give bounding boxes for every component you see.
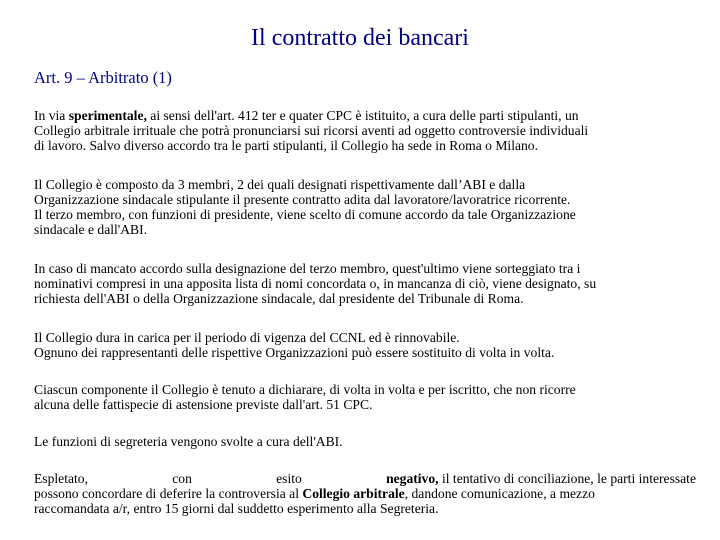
paragraph-line: sindacale e dall'ABI. (34, 222, 148, 237)
paragraph-line: nominativi compresi in una apposita lista di nomi concordata o, in mancanza di ciò, viene designato, su (34, 276, 597, 291)
paragraph-line: Le funzioni di segreteria vengono svolte a cura dell'ABI. (34, 434, 343, 449)
text-run: , dandone comunicazione, a mezzo (404, 486, 595, 501)
paragraph-line: In caso di mancato accordo sulla designazione del terzo membro, quest'ultimo viene sorteggiato tra i (34, 261, 581, 276)
paragraph-line: Organizzazione sindacale stipulante il presente contratto adita dal lavoratore/lavoratrice ricorrente. (34, 192, 571, 207)
paragraph-line: alcuna delle fattispecie di astensione previste dall'art. 51 CPC. (34, 397, 373, 412)
paragraph-line: Il Collegio dura in carica per il periodo di vigenza del CCNL ed è rinnovabile. (34, 330, 460, 345)
paragraph-line: Il Collegio è composto da 3 membri, 2 dei quali designati rispettivamente dall’ABI e dalla (34, 177, 526, 192)
paragraph-composition (34, 177, 696, 237)
paragraph-designation (34, 261, 696, 306)
text-run: ai sensi dell'art. 412 ter e quater CPC è istituito, a cura delle parti stipulanti, un (146, 108, 579, 123)
text-run: con (172, 471, 192, 486)
paragraph-line: Ciascun componente il Collegio è tenuto a dichiarare, di volta in volta e per iscritto, che non ricorre (34, 382, 576, 397)
spread-words (34, 471, 439, 486)
paragraph-line (34, 108, 696, 123)
paragraph-line: di lavoro. Salvo diverso accordo tra le parti stipulanti, il Collegio ha sede in Roma o Milano. (34, 138, 538, 153)
paragraph-declaration (34, 382, 696, 412)
document-body (34, 108, 696, 516)
bold-text: sperimentale, (68, 108, 147, 123)
text-run: esito (276, 471, 302, 486)
paragraph-line: Collegio arbitrale irrituale che potrà pronunciarsi sui ricorsi aventi ad oggetto controversie individuali (34, 123, 589, 138)
paragraph-duration (34, 330, 696, 360)
paragraph-procedure (34, 471, 696, 516)
text-run: In via (34, 108, 69, 123)
text-run: possono concordare di deferire la controversia al (34, 486, 303, 501)
section-heading: Art. 9 – Arbitrato (1) (34, 68, 172, 87)
paragraph-line (34, 471, 696, 486)
paragraph-line: raccomandata a/r, entro 15 giorni dal suddetto esperimento alla Segreteria. (34, 501, 439, 516)
paragraph-institution (34, 108, 696, 153)
paragraph-line: Il terzo membro, con funzioni di presidente, viene scelto di comune accordo da tale Organizzazione (34, 207, 576, 222)
bold-text: negativo, (386, 471, 439, 486)
paragraph-line (34, 486, 696, 501)
text-run: Espletato, (34, 471, 88, 486)
paragraph-secretariat (34, 434, 696, 449)
text-run: il tentativo di conciliazione, le parti interessate (438, 471, 696, 486)
bold-text: Collegio arbitrale (302, 486, 405, 501)
paragraph-line: Ognuno dei rappresentanti delle rispettive Organizzazioni può essere sostituito di volta in volta. (34, 345, 555, 360)
paragraph-line: richiesta dell'ABI o della Organizzazione sindacale, dal presidente del Tribunale di Roma. (34, 291, 524, 306)
page-title: Il contratto dei bancari (251, 25, 469, 51)
